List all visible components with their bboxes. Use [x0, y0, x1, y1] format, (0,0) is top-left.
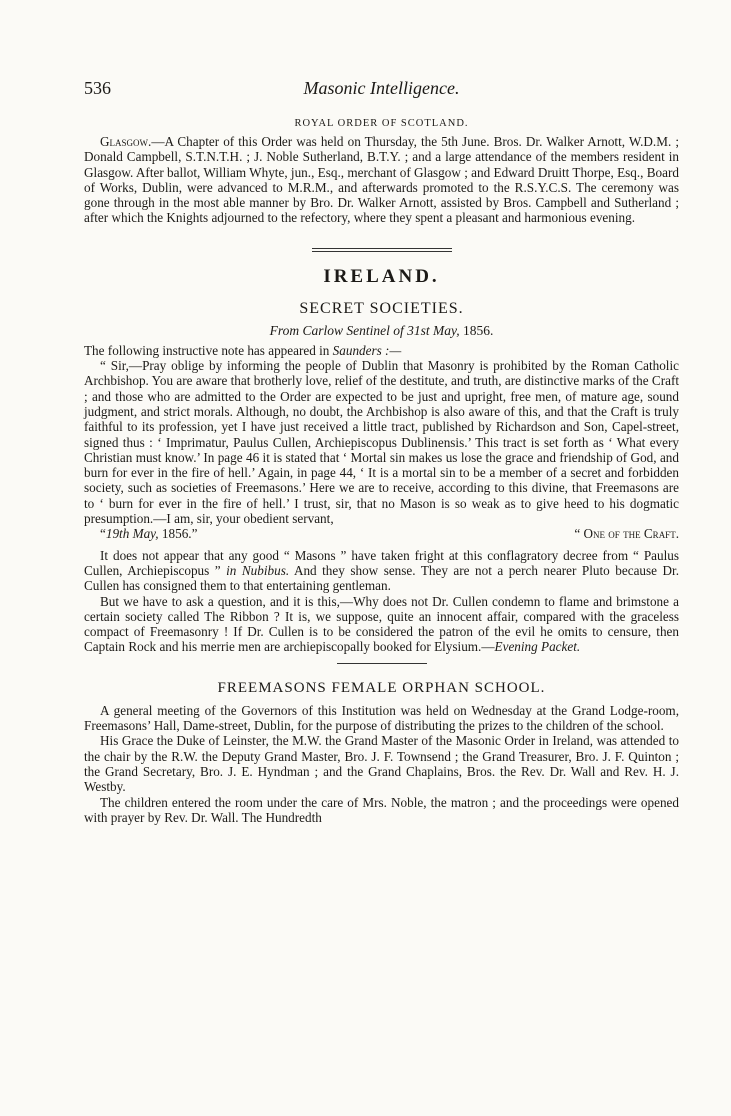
- scotland-lead: Glasgow.: [100, 134, 152, 149]
- intro-source: Saunders :—: [332, 342, 402, 358]
- letter-signature: [84, 526, 679, 541]
- short-rule-divider: [337, 663, 427, 664]
- scotland-body: —A Chapter of this Order was held on Thursday, the 5th June. Bros. Dr. Walker Arnott, W.D.M. ; Donald Campbell, S.T.N.T.H. ; J. Noble Sutherland, B.T.Y. ; and a large attendance of the members resident in Glasgow. After ballot, William Whyte, jun., Esq., merchant of Glasgow ; and Edward Druitt Thorpe, Esq., Board of Works, Dublin, were advanced to M.R.M., and afterwards promoted to the R.S.Y.C.S. The ceremony was gone through in the most able manner by Bro. Dr. Walker Arnott, assisted by Bros. Campbell and Sutherland ; after which the Knights adjourned to the refectory, where they spent a pleasant and harmonious evening.: [84, 134, 679, 226]
- letter-paragraph: “ Sir,—Pray oblige by informing the people of Dublin that Masonry is prohibited by the Roman Catholic Archbishop. You are aware that brotherly love, relief of the destitute, and truth, are distinctive marks of the Craft ; and those who are admitted to the Order are expected to be just and upright, free men, of mature age, sound judgment, and strict morals. Although, no doubt, the Archbishop is also aware of this, and that the Craft is truly faithful to its profession, yet I have just received a little tract, published by Richardson and Son, Capel-street, signed thus : ‘ Imprimatur, Paulus Cullen, Archiepiscopus Dublinensis.’ This tract is set forth as ‘ What every Christian must know.’ In page 46 it is stated that ‘ Mortal sin makes us lose the grace and friendship of God, and burn for ever in the fire of hell.’ Again, in page 44, ‘ It is a mortal sin to be a member of a secret and forbidden society, such as societies of Freemasons.’ Here we are to receive, according to this divine, that Freemasons are to ‘ burn for ever in the fire of hell.’ I trust, sir, that no Mason is so weak as to give heed to his dogmatic presumption.—I am, sir, your obedient servant,: [84, 358, 679, 527]
- intro-paragraph: [84, 343, 679, 358]
- comment-paragraph-1: It does not appear that any good “ Masons ” have taken fright at this conflagratory decree from “ Paulus Cullen, Archiepiscopus ” in Nubibus. And they show sense. They are not a perch nearer Pluto because Dr. Cullen has consigned them to that entertaining gentleman.: [84, 547, 679, 594]
- page-number: 536: [84, 78, 111, 98]
- comment-paragraph-2: But we have to ask a question, and it is this,—Why does not Dr. Cullen condemn to flame and brimstone a certain society called The Ribbon ? It is, we suppose, quite an innocent affair, compared with the graceless compact of Freemasonry ! If Dr. Cullen is to be considered the patron of the evil he omits to censure, then Captain Rock and his merrie men are archiepiscopally booked for Elysium.—Evening Packet.: [84, 593, 679, 655]
- letter-date: “19th May, 1856.”: [100, 526, 198, 542]
- intro-text: The following instructive note has appeared in: [84, 342, 330, 358]
- running-header: [84, 70, 679, 96]
- orphan-paragraph-3: The children entered the room under the care of Mrs. Noble, the matron ; and the proceedings were opened with prayer by Rev. Dr. Wall. The Hundredth: [84, 794, 679, 825]
- letter-author: “ One of the Craft.: [574, 526, 679, 542]
- ireland-heading: IRELAND.: [323, 265, 440, 287]
- orphan-school-heading: FREEMASONS FEMALE ORPHAN SCHOOL.: [217, 679, 546, 696]
- scotland-heading: ROYAL ORDER OF SCOTLAND.: [294, 118, 469, 129]
- source-line: [84, 323, 679, 339]
- secret-societies-heading: SECRET SOCIETIES.: [299, 299, 464, 317]
- comment-source: Evening Packet.: [494, 639, 581, 655]
- scotland-paragraph: [84, 134, 679, 226]
- orphan-paragraph-2: His Grace the Duke of Leinster, the M.W. the Grand Master of the Masonic Order in Ireland, was attended to the chair by the R.W. the Deputy Grand Master, Bro. J. F. Townsend ; the Grand Treasurer, Bro. J. F. Quinton ; the Grand Secretary, Bro. J. E. Hyndman ; and the Grand Chaplains, Bros. the Rev. Dr. Wall and Rev. H. J. Westby.: [84, 733, 679, 795]
- orphan-paragraph-1: A general meeting of the Governors of this Institution was held on Wednesday at the Grand Lodge-room, Freemasons’ Hall, Dame-street, Dublin, for the purpose of distributing the prizes to the children of the school.: [84, 702, 679, 734]
- running-title: Masonic Intelligence.: [303, 78, 460, 98]
- source-date: 31st May,: [407, 322, 460, 338]
- double-rule-divider: [312, 248, 452, 252]
- source-from: From Carlow Sentinel of: [269, 322, 404, 338]
- source-year: 1856.: [463, 322, 494, 338]
